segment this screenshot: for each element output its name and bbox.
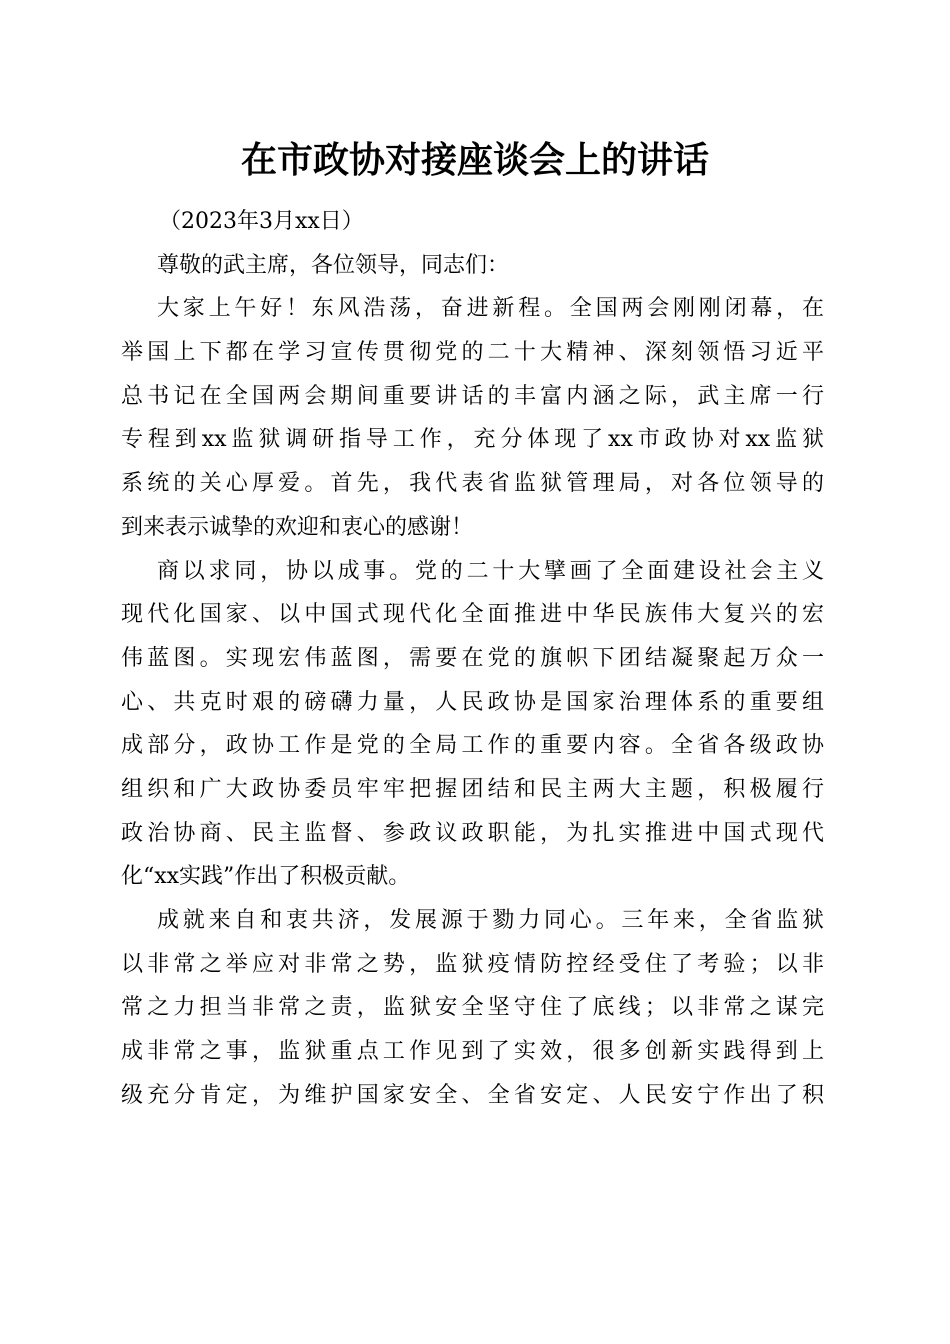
paragraph-line: 专程到xx监狱调研指导工作，充分体现了xx市政协对xx监狱 (121, 427, 824, 453)
paragraph-line: 现代化国家、以中国式现代化全面推进中华民族伟大复兴的宏 (121, 602, 824, 628)
paragraph-line: 系统的关心厚爱。首先，我代表省监狱管理局，对各位领导的 (121, 471, 824, 497)
paragraph-2 (121, 550, 824, 900)
paragraph-line: 大家上午好！东风浩荡，奋进新程。全国两会刚刚闭幕，在 (157, 296, 824, 322)
paragraph-3 (121, 899, 824, 1117)
salutation: 尊敬的武主席，各位领导，同志们： (157, 252, 510, 278)
paragraph-line: 成部分，政协工作是党的全局工作的重要内容。全省各级政协 (121, 733, 824, 759)
paragraph-line: 到来表示诚挚的欢迎和衷心的感谢！ (121, 514, 474, 540)
paragraph-line: 常之力担当非常之责，监狱安全坚守住了底线；以非常之谋完 (121, 995, 824, 1021)
paragraph-1 (121, 287, 824, 549)
paragraph-line: 总书记在全国两会期间重要讲话的丰富内涵之际，武主席一行 (121, 383, 824, 409)
paragraph-line: 化“xx实践”作出了积极贡献。 (121, 864, 411, 890)
paragraph-line: 以非常之举应对非常之势，监狱疫情防控经受住了考验；以非 (121, 951, 824, 977)
paragraph-line: 商以求同，协以成事。党的二十大擘画了全面建设社会主义 (157, 558, 824, 584)
paragraph-line: 成就来自和衷共济，发展源于勠力同心。三年来，全省监狱 (157, 908, 824, 933)
paragraph-line: 伟蓝图。实现宏伟蓝图，需要在党的旗帜下团结凝聚起万众一 (121, 645, 824, 671)
speech-date: （2023年3月xx日） (159, 209, 364, 234)
paragraph-line: 心、共克时艰的磅礴力量，人民政协是国家治理体系的重要组 (121, 689, 824, 715)
document-title: 在市政协对接座谈会上的讲话 (240, 139, 709, 181)
paragraph-line: 组织和广大政协委员牢牢把握团结和民主两大主题，积极履行 (121, 776, 824, 802)
paragraph-line: 举国上下都在学习宣传贯彻党的二十大精神、深刻领悟习近平 (121, 340, 824, 366)
paragraph-line: 级充分肯定，为维护国家安全、全省安定、人民安宁作出了积 (121, 1082, 824, 1108)
paragraph-line: 政治协商、民主监督、参政议政职能，为扎实推进中国式现代 (121, 820, 824, 846)
paragraph-line: 成非常之事，监狱重点工作见到了实效，很多创新实践得到上 (121, 1039, 824, 1065)
document-body (121, 200, 824, 1117)
